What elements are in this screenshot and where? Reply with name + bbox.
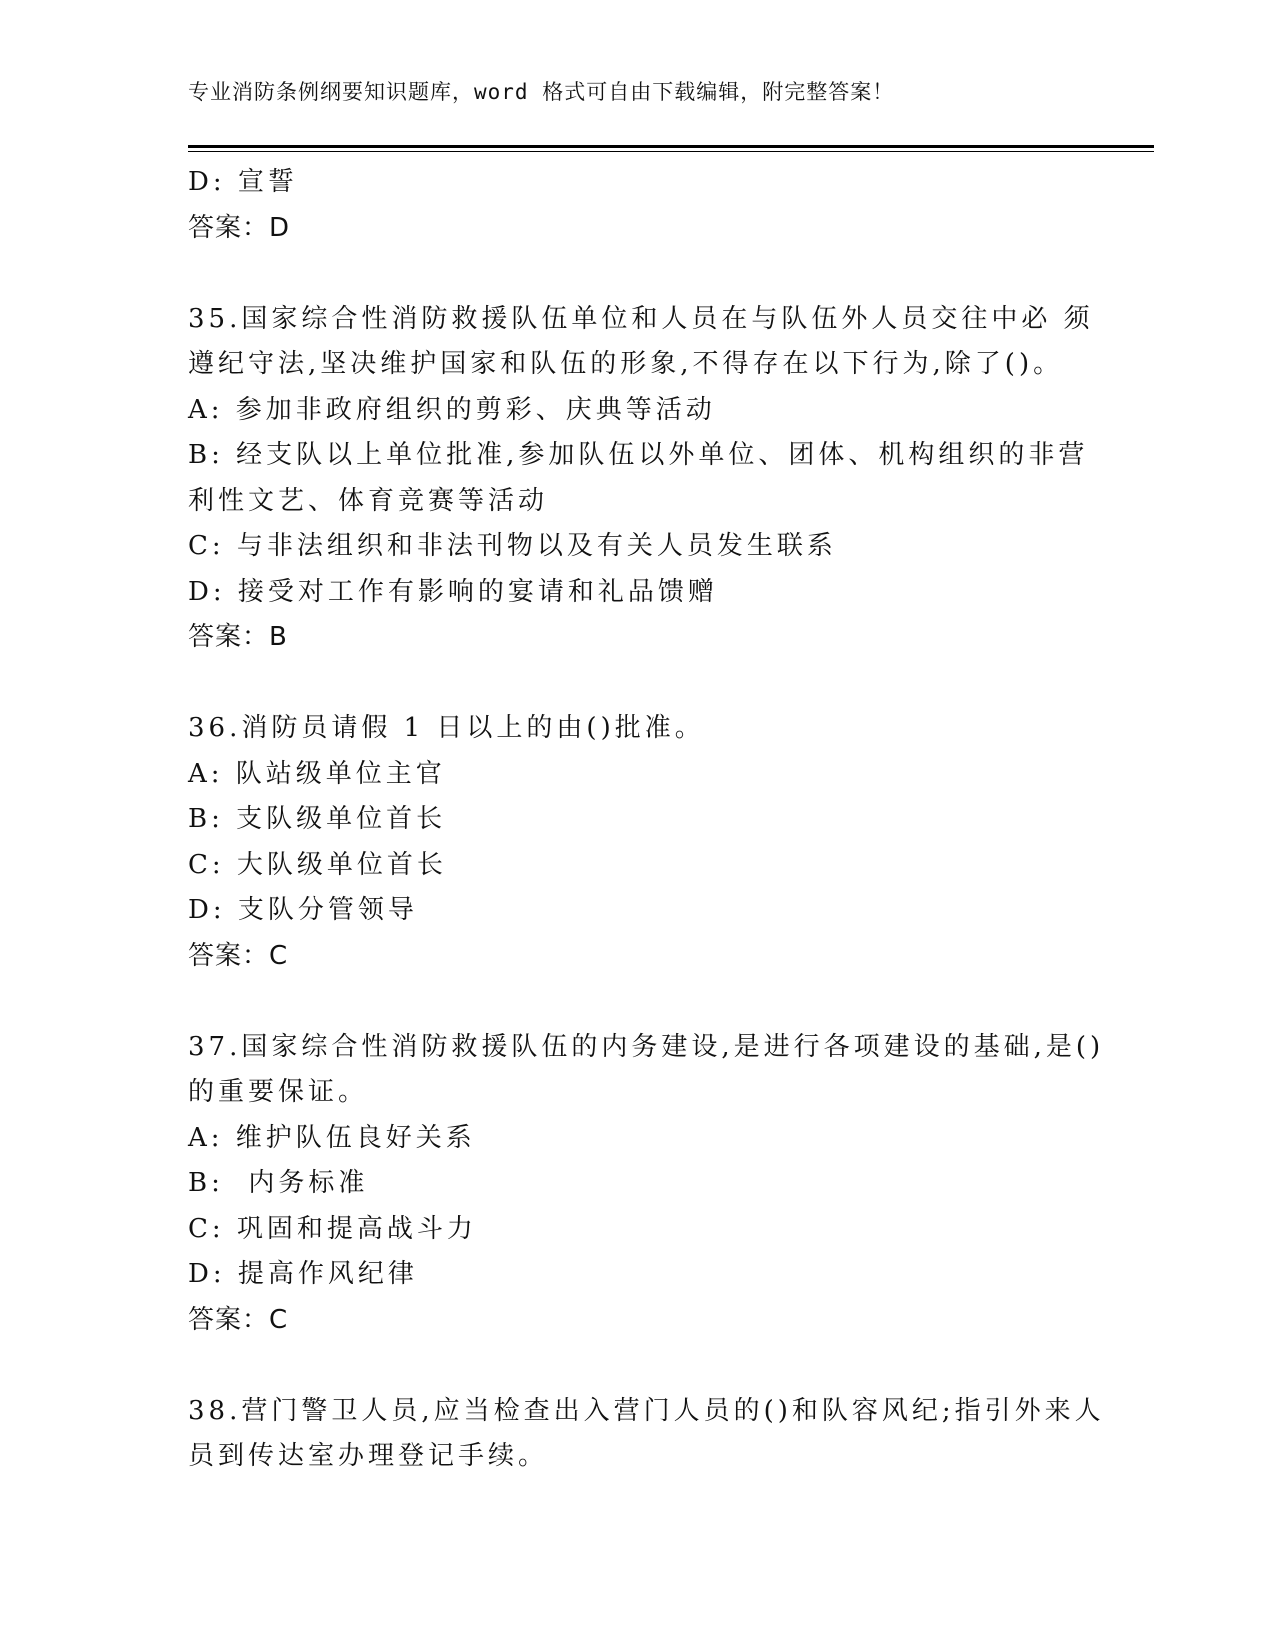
spacer — [188, 661, 1088, 707]
q35-option-a: A: 参加非政府组织的剪彩、庆典等活动 — [188, 394, 716, 425]
page-header: 专业消防条例纲要知识题库，word 格式可自由下载编辑，附完整答案！ — [188, 80, 895, 104]
q35-answer: 答案：B — [188, 622, 288, 652]
q37-stem-line1: 37.国家综合性消防救援队伍的内务建设,是进行各项建设的基础,是() — [188, 1031, 1105, 1062]
q38-stem-line2: 员到传达室办理登记手续。 — [188, 1441, 549, 1471]
q36-stem: 36.消防员请假 1 日以上的由()批准。 — [188, 713, 705, 743]
spacer — [188, 251, 1088, 297]
header-rule-thick — [188, 145, 1154, 148]
q37-option-d: D: 提高作风纪律 — [188, 1259, 418, 1289]
spacer — [188, 979, 1088, 1025]
q35-option-b-line1: B: 经支队以上单位批准,参加队伍以外单位、团体、机构组织的非营 — [188, 440, 1089, 470]
q37-option-a: A: 维护队伍良好关系 — [188, 1122, 476, 1153]
spacer — [188, 1343, 1088, 1389]
prev-answer: 答案：D — [188, 212, 291, 243]
question-list — [188, 160, 1105, 1480]
prev-option-d: D: 宣誓 — [188, 167, 298, 197]
q35-stem-line2: 遵纪守法,坚决维护国家和队伍的形象,不得存在以下行为,除了()。 — [188, 349, 1064, 379]
q37-answer: 答案：C — [188, 1304, 289, 1335]
q37-option-b: B: 内务标准 — [188, 1168, 369, 1198]
q35-option-c: C: 与非法组织和非法刊物以及有关人员发生联系 — [188, 531, 837, 561]
q38-stem-line1: 38.营门警卫人员,应当检查出入营门人员的()和队容风纪;指引外来人 — [188, 1395, 1105, 1426]
q36-option-c: C: 大队级单位首长 — [188, 849, 447, 880]
q36-option-a: A: 队站级单位主官 — [188, 758, 446, 789]
q35-stem-line1: 35.国家综合性消防救援队伍单位和人员在与队伍外人员交往中必 须 — [188, 303, 1094, 334]
q35-option-d: D: 接受对工作有影响的宴请和礼品馈赠 — [188, 576, 718, 607]
q36-option-d: D: 支队分管领导 — [188, 895, 418, 925]
q37-option-c: C: 巩固和提高战斗力 — [188, 1213, 477, 1244]
q37-stem-line2: 的重要保证。 — [188, 1077, 369, 1107]
q36-answer: 答案：C — [188, 940, 289, 971]
q36-option-b: B: 支队级单位首长 — [188, 804, 447, 834]
q35-option-b-line2: 利性文艺、体育竞赛等活动 — [188, 485, 549, 516]
header-rule-thin — [188, 151, 1154, 152]
